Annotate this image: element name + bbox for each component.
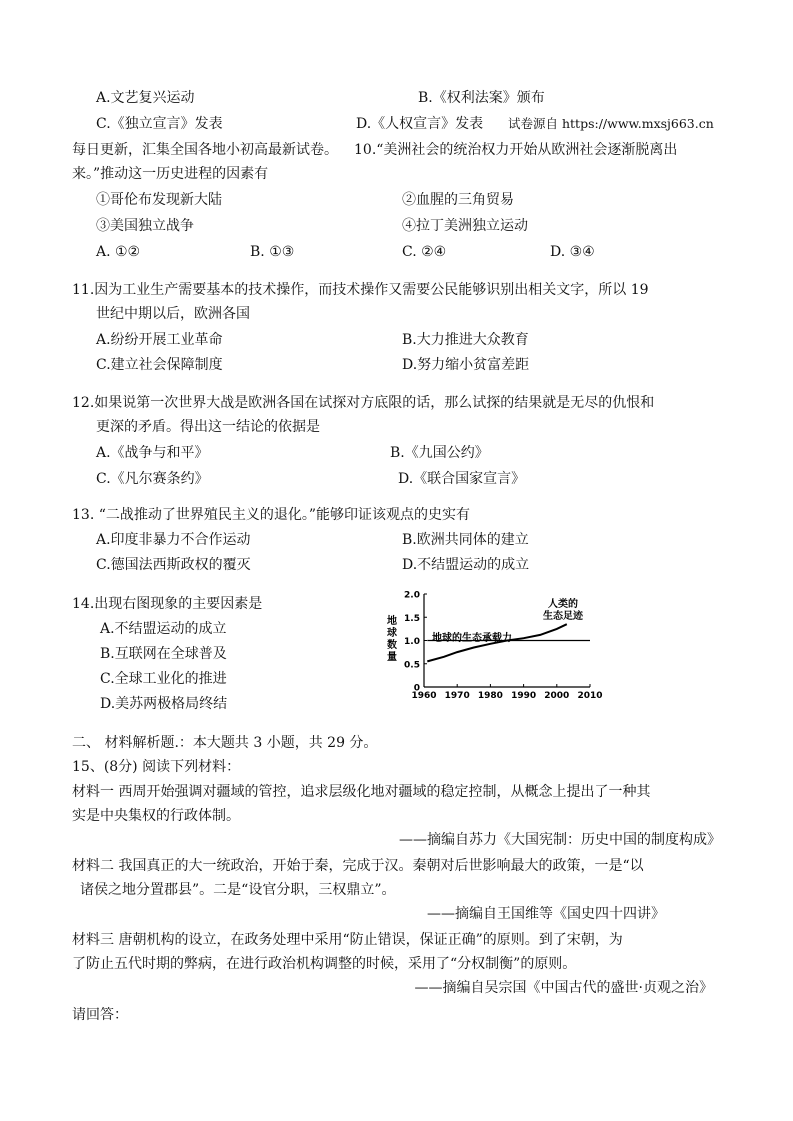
x-tick-label: 1960 bbox=[411, 691, 437, 701]
q12-option-a: A.《战争与和平》 bbox=[96, 445, 209, 461]
y-axis-label-char: 量 bbox=[387, 652, 397, 663]
y-axis-label-char: 数 bbox=[387, 640, 397, 651]
q10-item-4: ④拉丁美洲独立运动 bbox=[402, 218, 528, 234]
x-tick-label: 1990 bbox=[511, 691, 537, 701]
q15-material-2-line-1: 材料二 我国真正的大一统政治，开始于秦，完成于汉。秦朝对后世影响最大的政策，一是“以 bbox=[72, 858, 644, 874]
y-tick-label: 2.0 bbox=[404, 590, 420, 601]
annotation-footprint-line-1: 人类的 bbox=[548, 599, 578, 610]
y-tick-label: 0.5 bbox=[404, 660, 420, 671]
q15-material-2-line-2: 诸侯之地分置郡县”。二是“设官分职，三权鼎立”。 bbox=[80, 882, 396, 898]
q14-option-b: B.互联网在全球普及 bbox=[100, 646, 227, 662]
y-axis-label-char: 地 bbox=[387, 616, 397, 627]
q10-option-a: A. ①② bbox=[96, 244, 141, 260]
q11-option-d: D.努力缩小贫富差距 bbox=[402, 357, 530, 373]
q9-option-a: A.文艺复兴运动 bbox=[96, 90, 195, 106]
chart-annotations bbox=[432, 597, 584, 644]
q11-option-a: A.纷纷开展工业革命 bbox=[96, 332, 223, 348]
q9-option-b: B.《权利法案》颁布 bbox=[418, 90, 545, 106]
q11-option-b: B.大力推进大众教育 bbox=[402, 332, 529, 348]
q14-option-c: C.全球工业化的推进 bbox=[100, 671, 227, 687]
watermark-line-1: 试卷源自 https://www.mxsj663.cn bbox=[508, 116, 714, 131]
y-axis-label bbox=[387, 614, 397, 663]
q13-option-d: D.不结盟运动的成立 bbox=[402, 557, 530, 573]
q15-material-1-line-2: 实是中央集权的行政体制。 bbox=[72, 808, 240, 824]
q9-option-c: C.《独立宣言》发表 bbox=[96, 116, 223, 132]
q15-material-1-source: ——摘编自苏力《大国宪制：历史中国的制度构成》 bbox=[399, 832, 721, 848]
q10-option-d: D. ③④ bbox=[550, 244, 595, 260]
q15-stem: 15、(8分) 阅读下列材料： bbox=[72, 759, 241, 775]
q12-option-c: C.《凡尔赛条约》 bbox=[96, 471, 209, 487]
q14-option-a: A.不结盟运动的成立 bbox=[100, 621, 227, 637]
q15-material-2-source: ——摘编自王国维等《国史四十四讲》 bbox=[427, 906, 665, 922]
q15-material-3-line-2: 了防止五代时期的弊病，在进行政治机构调整的时候，采用了“分权制衡”的原则。 bbox=[72, 956, 577, 972]
q10-item-2: ②血腥的三角贸易 bbox=[402, 192, 514, 208]
x-tick-label: 1980 bbox=[477, 691, 503, 701]
q11-option-c: C.建立社会保障制度 bbox=[96, 357, 223, 373]
x-tick-label: 2010 bbox=[577, 691, 603, 701]
watermark-line-2: 每日更新，汇集全国各地小初高最新试卷。 bbox=[72, 142, 338, 158]
q13-option-b: B.欧洲共同体的建立 bbox=[402, 532, 529, 548]
q11-stem-line-2: 世纪中期以后，欧洲各国 bbox=[96, 306, 250, 322]
annotation-capacity: 地球的生态承载力 bbox=[432, 633, 512, 644]
ecological-footprint-chart bbox=[380, 588, 610, 708]
q12-option-d: D.《联合国家宣言》 bbox=[398, 471, 526, 487]
q13-stem: 13. “二战推动了世界殖民主义的退化。”能够印证该观点的史实有 bbox=[72, 507, 471, 523]
q13-option-c: C.德国法西斯政权的覆灭 bbox=[96, 557, 251, 573]
q15-answer-prompt: 请回答： bbox=[72, 1007, 128, 1023]
annotation-footprint-line-2: 生态足迹 bbox=[543, 611, 583, 622]
q14-option-d: D.美苏两极格局终结 bbox=[100, 696, 228, 712]
y-tick-label: 1.5 bbox=[404, 613, 420, 624]
q13-option-a: A.印度非暴力不合作运动 bbox=[96, 532, 251, 548]
q10-stem-line-1: 10.“美洲社会的统治权力开始从欧洲社会逐渐脱离出 bbox=[354, 142, 678, 158]
section-2-heading: 二、 材料解析题.：本大题共 3 小题，共 29 分。 bbox=[72, 735, 378, 751]
q15-material-3-line-1: 材料三 唐朝机构的设立，在政务处理中采用“防止错误，保证正确”的原则。到了宋朝，为 bbox=[72, 932, 623, 948]
q12-stem-line-1: 12.如果说第一次世界大战是欧洲各国在试探对方底限的话，那么试探的结果就是无尽的仇恨和 bbox=[72, 395, 655, 411]
x-tick-label: 1970 bbox=[444, 691, 470, 701]
q10-option-b: B. ①③ bbox=[250, 244, 295, 260]
q14-stem: 14.出现右图现象的主要因素是 bbox=[72, 596, 263, 612]
q10-item-3: ③美国独立战争 bbox=[96, 218, 194, 234]
q11-stem-line-1: 11.因为工业生产需要基本的技术操作，而技术操作又需要公民能够识别出相关文字，所以 19 bbox=[72, 282, 649, 298]
x-tick-label: 2000 bbox=[544, 691, 570, 701]
y-tick-label: 0 bbox=[413, 683, 420, 694]
q12-option-b: B.《九国公约》 bbox=[390, 445, 489, 461]
q15-material-3-source: ——摘编自吴宗国《中国古代的盛世·贞观之治》 bbox=[414, 980, 713, 996]
q15-material-1-line-1: 材料一 西周开始强调对疆域的管控，追求层级化地对疆域的稳定控制，从概念上提出了一种其 bbox=[72, 784, 651, 800]
q10-stem-line-2: 来。”推动这一历史进程的因素有 bbox=[72, 166, 269, 182]
q10-item-1: ①哥伦布发现新大陆 bbox=[96, 192, 222, 208]
y-axis-label-char: 球 bbox=[387, 628, 397, 639]
y-tick-label: 1.0 bbox=[404, 637, 420, 647]
q12-stem-line-2: 更深的矛盾。得出这一结论的依据是 bbox=[96, 419, 320, 435]
q10-option-c: C. ②④ bbox=[402, 244, 447, 260]
q9-option-d: D.《人权宣言》发表 bbox=[356, 116, 484, 132]
